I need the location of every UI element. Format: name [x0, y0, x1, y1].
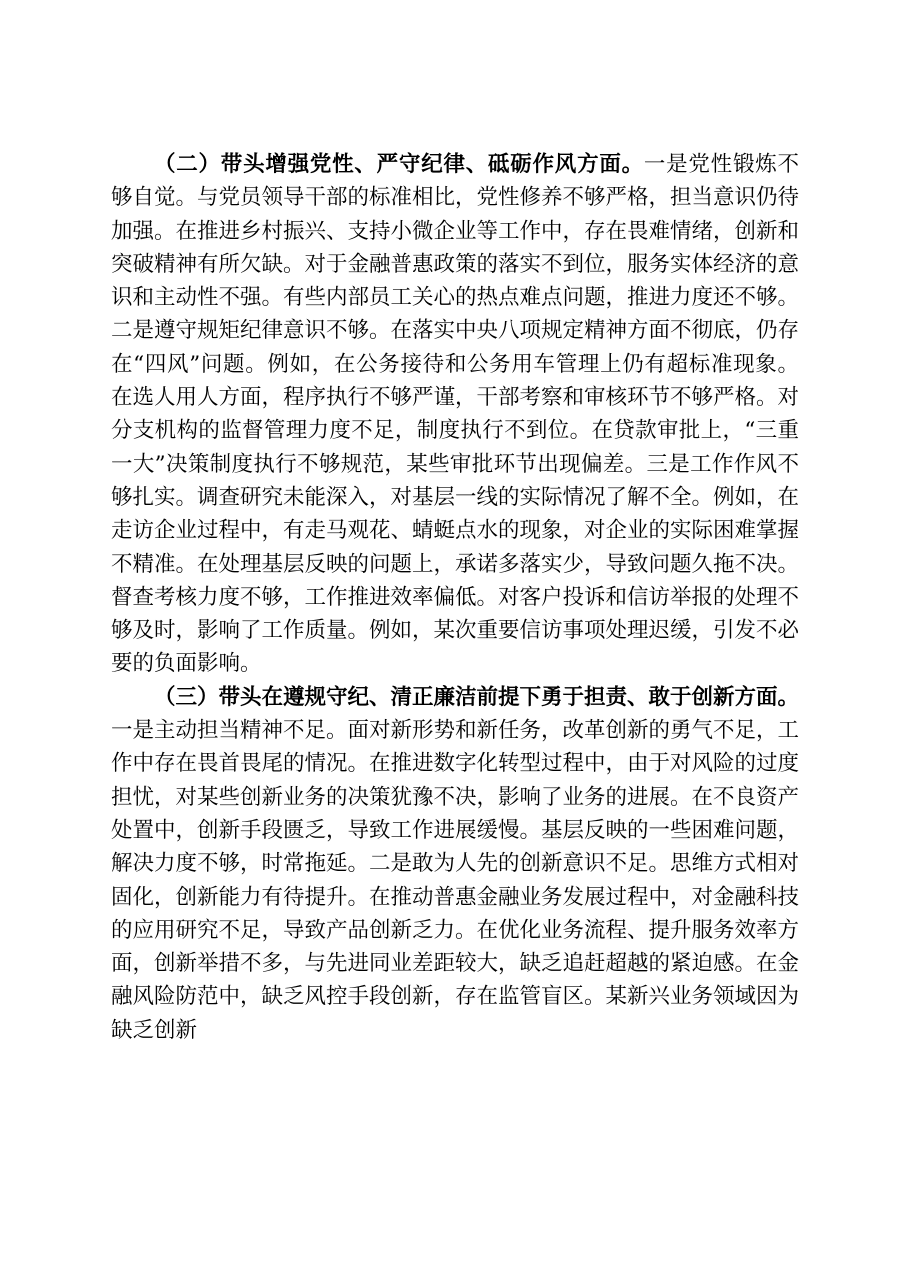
section-body: 一是党性锻炼不够自觉。与党员领导干部的标准相比，党性修养不够严格，担当意识仍待加强。在推进乡村振兴、支持小微企业等工作中，存在畏难情绪，创新和突破精神有所欠缺。对于金融普惠政策的落实不到位，服务实体经济的意识和主动性不强。有些内部员工关心的热点难点问题，推进力度还不够。二是遵守规矩纪律意识不够。在落实中央八项规定精神方面不彻底，仍存在“四风”问题。例如，在公务接待和公务用车管理上仍有超标准现象。在选人用人方面，程序执行不够严谨，干部考察和审核环节不够严格。对分支机构的监督管理力度不足，制度执行不到位。在贷款审批上，“三重一大”决策制度执行不够规范，某些审批环节出现偏差。三是工作作风不够扎实。调查研究未能深入，对基层一线的实际情况了解不全。例如，在走访企业过程中，有走马观花、蜻蜓点水的现象，对企业的实际困难掌握不精准。在处理基层反映的问题上，承诺多落实少，导致问题久拖不决。督查考核力度不够，工作推进效率偏低。对客户投诉和信访举报的处理不够及时，影响了工作质量。例如，某次重要信访事项处理迟缓，引发不必要的负面影响。 — [111, 152, 800, 677]
section-body: 一是主动担当精神不足。面对新形势和新任务，改革创新的勇气不足，工作中存在畏首畏尾的情况。在推进数字化转型过程中，由于对风险的过度担忧，对某些创新业务的决策犹豫不决，影响了业务的进展。在不良资产处置中，创新手段匮乏，导致工作进展缓慢。基层反映的一些困难问题，解决力度不够，时常拖延。二是敢为人先的创新意识不足。思维方式相对固化，创新能力有待提升。在推动普惠金融业务发展过程中，对金融科技的应用研究不足，导致产品创新乏力。在优化业务流程、提升服务效率方面，创新举措不多，与先进同业差距较大，缺乏追赶超越的紧迫感。在金融风险防范中，缺乏风控手段创新，存在监管盲区。某新兴业务领域因为缺乏创新 — [111, 718, 800, 1043]
section-heading: （二）带头增强党性、严守纪律、砥砺作风方面。 — [154, 152, 644, 177]
document-body — [111, 148, 799, 1047]
paragraph-section-two — [111, 148, 799, 681]
section-heading: （三）带头在遵规守纪、清正廉洁前提下勇于担责、敢于创新方面。 — [154, 684, 800, 710]
paragraph-section-three — [111, 681, 799, 1047]
